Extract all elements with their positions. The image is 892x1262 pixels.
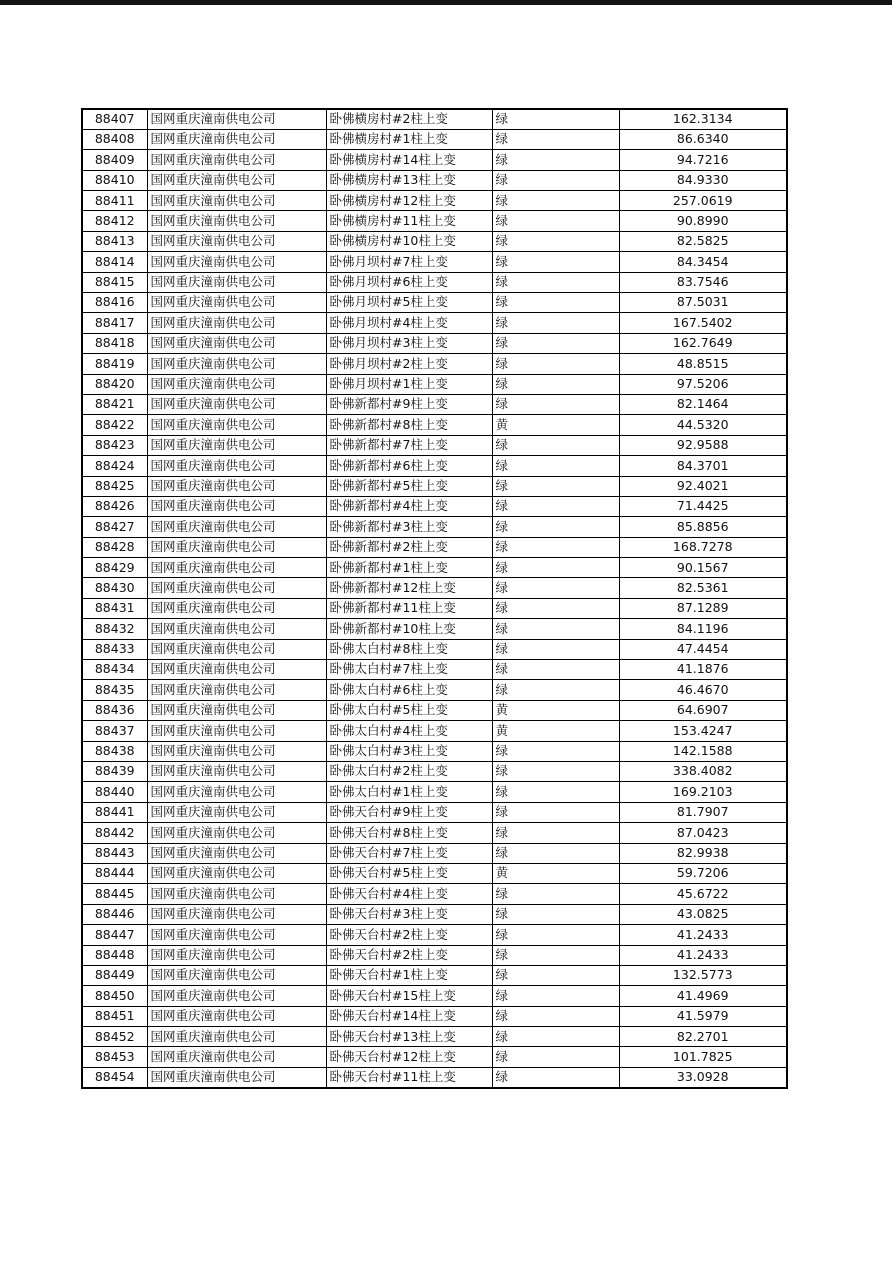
cell-transformer-name: 卧佛新都村#11柱上变 (326, 598, 492, 618)
cell-company: 国网重庆潼南供电公司 (147, 129, 326, 149)
cell-company: 国网重庆潼南供电公司 (147, 660, 326, 680)
cell-row-id: 88408 (82, 129, 147, 149)
cell-status: 绿 (492, 843, 619, 863)
cell-status: 绿 (492, 1027, 619, 1047)
cell-company: 国网重庆潼南供电公司 (147, 517, 326, 537)
cell-company: 国网重庆潼南供电公司 (147, 191, 326, 211)
cell-transformer-name: 卧佛横房村#1柱上变 (326, 129, 492, 149)
cell-value: 97.5206 (619, 374, 787, 394)
cell-transformer-name: 卧佛太白村#1柱上变 (326, 782, 492, 802)
cell-row-id: 88418 (82, 333, 147, 353)
cell-row-id: 88419 (82, 354, 147, 374)
cell-row-id: 88435 (82, 680, 147, 700)
cell-transformer-name: 卧佛太白村#2柱上变 (326, 762, 492, 782)
cell-transformer-name: 卧佛月坝村#3柱上变 (326, 333, 492, 353)
table-row (82, 598, 787, 618)
cell-status: 绿 (492, 211, 619, 231)
cell-company: 国网重庆潼南供电公司 (147, 639, 326, 659)
cell-value: 87.1289 (619, 598, 787, 618)
cell-value: 82.1464 (619, 394, 787, 414)
cell-status: 绿 (492, 558, 619, 578)
cell-row-id: 88410 (82, 170, 147, 190)
cell-row-id: 88423 (82, 435, 147, 455)
cell-status: 绿 (492, 150, 619, 170)
table-row (82, 1047, 787, 1067)
table-row (82, 517, 787, 537)
cell-transformer-name: 卧佛天台村#15柱上变 (326, 986, 492, 1006)
cell-company: 国网重庆潼南供电公司 (147, 965, 326, 985)
cell-row-id: 88445 (82, 884, 147, 904)
cell-transformer-name: 卧佛月坝村#2柱上变 (326, 354, 492, 374)
cell-company: 国网重庆潼南供电公司 (147, 945, 326, 965)
table-row (82, 884, 787, 904)
cell-status: 绿 (492, 252, 619, 272)
cell-transformer-name: 卧佛天台村#14柱上变 (326, 1006, 492, 1026)
cell-transformer-name: 卧佛天台村#7柱上变 (326, 843, 492, 863)
cell-company: 国网重庆潼南供电公司 (147, 435, 326, 455)
cell-status: 绿 (492, 578, 619, 598)
cell-value: 33.0928 (619, 1067, 787, 1087)
cell-transformer-name: 卧佛新都村#4柱上变 (326, 496, 492, 516)
cell-value: 59.7206 (619, 863, 787, 883)
cell-row-id: 88448 (82, 945, 147, 965)
cell-company: 国网重庆潼南供电公司 (147, 843, 326, 863)
cell-status: 黄 (492, 415, 619, 435)
cell-status: 绿 (492, 476, 619, 496)
cell-row-id: 88442 (82, 823, 147, 843)
cell-status: 绿 (492, 394, 619, 414)
cell-company: 国网重庆潼南供电公司 (147, 986, 326, 1006)
cell-transformer-name: 卧佛月坝村#6柱上变 (326, 272, 492, 292)
cell-value: 82.2701 (619, 1027, 787, 1047)
cell-transformer-name: 卧佛新都村#5柱上变 (326, 476, 492, 496)
cell-company: 国网重庆潼南供电公司 (147, 231, 326, 251)
cell-transformer-name: 卧佛新都村#1柱上变 (326, 558, 492, 578)
cell-company: 国网重庆潼南供电公司 (147, 1027, 326, 1047)
table-row (82, 802, 787, 822)
cell-value: 46.4670 (619, 680, 787, 700)
cell-status: 绿 (492, 965, 619, 985)
cell-company: 国网重庆潼南供电公司 (147, 904, 326, 924)
cell-status: 绿 (492, 782, 619, 802)
table-row (82, 700, 787, 720)
cell-status: 绿 (492, 109, 619, 129)
cell-value: 87.5031 (619, 293, 787, 313)
cell-row-id: 88407 (82, 109, 147, 129)
cell-company: 国网重庆潼南供电公司 (147, 537, 326, 557)
cell-status: 绿 (492, 680, 619, 700)
table-row (82, 741, 787, 761)
cell-status: 绿 (492, 313, 619, 333)
cell-company: 国网重庆潼南供电公司 (147, 782, 326, 802)
table-row (82, 660, 787, 680)
cell-company: 国网重庆潼南供电公司 (147, 823, 326, 843)
table-row (82, 1006, 787, 1026)
cell-row-id: 88451 (82, 1006, 147, 1026)
cell-row-id: 88417 (82, 313, 147, 333)
cell-value: 47.4454 (619, 639, 787, 659)
table-row (82, 333, 787, 353)
cell-status: 黄 (492, 700, 619, 720)
cell-value: 43.0825 (619, 904, 787, 924)
cell-row-id: 88426 (82, 496, 147, 516)
cell-value: 41.2433 (619, 925, 787, 945)
cell-row-id: 88431 (82, 598, 147, 618)
cell-row-id: 88432 (82, 619, 147, 639)
cell-status: 黄 (492, 721, 619, 741)
cell-company: 国网重庆潼南供电公司 (147, 762, 326, 782)
cell-status: 黄 (492, 863, 619, 883)
table-row (82, 578, 787, 598)
cell-status: 绿 (492, 823, 619, 843)
table-row (82, 231, 787, 251)
cell-status: 绿 (492, 741, 619, 761)
table-row (82, 456, 787, 476)
table-row (82, 272, 787, 292)
cell-status: 绿 (492, 537, 619, 557)
table-row (82, 109, 787, 129)
table-row (82, 558, 787, 578)
cell-row-id: 88429 (82, 558, 147, 578)
cell-company: 国网重庆潼南供电公司 (147, 211, 326, 231)
cell-company: 国网重庆潼南供电公司 (147, 619, 326, 639)
table-row (82, 394, 787, 414)
cell-company: 国网重庆潼南供电公司 (147, 150, 326, 170)
cell-value: 48.8515 (619, 354, 787, 374)
cell-row-id: 88421 (82, 394, 147, 414)
cell-value: 92.4021 (619, 476, 787, 496)
cell-value: 84.3454 (619, 252, 787, 272)
cell-status: 绿 (492, 435, 619, 455)
cell-transformer-name: 卧佛横房村#11柱上变 (326, 211, 492, 231)
cell-value: 153.4247 (619, 721, 787, 741)
cell-row-id: 88453 (82, 1047, 147, 1067)
table-row (82, 986, 787, 1006)
table-row (82, 252, 787, 272)
table-row (82, 619, 787, 639)
cell-company: 国网重庆潼南供电公司 (147, 374, 326, 394)
cell-status: 绿 (492, 496, 619, 516)
cell-row-id: 88450 (82, 986, 147, 1006)
cell-row-id: 88422 (82, 415, 147, 435)
table-row (82, 945, 787, 965)
cell-value: 41.5979 (619, 1006, 787, 1026)
cell-transformer-name: 卧佛横房村#2柱上变 (326, 109, 492, 129)
cell-transformer-name: 卧佛月坝村#1柱上变 (326, 374, 492, 394)
cell-status: 绿 (492, 639, 619, 659)
cell-status: 绿 (492, 1006, 619, 1026)
cell-company: 国网重庆潼南供电公司 (147, 1067, 326, 1087)
cell-transformer-name: 卧佛太白村#4柱上变 (326, 721, 492, 741)
table-row (82, 415, 787, 435)
cell-transformer-name: 卧佛新都村#10柱上变 (326, 619, 492, 639)
cell-status: 绿 (492, 884, 619, 904)
cell-row-id: 88444 (82, 863, 147, 883)
cell-company: 国网重庆潼南供电公司 (147, 1006, 326, 1026)
cell-value: 162.7649 (619, 333, 787, 353)
table-row (82, 496, 787, 516)
cell-value: 84.3701 (619, 456, 787, 476)
cell-status: 绿 (492, 1047, 619, 1067)
cell-company: 国网重庆潼南供电公司 (147, 354, 326, 374)
table-row (82, 721, 787, 741)
cell-row-id: 88452 (82, 1027, 147, 1047)
cell-status: 绿 (492, 1067, 619, 1087)
cell-company: 国网重庆潼南供电公司 (147, 293, 326, 313)
cell-value: 338.4082 (619, 762, 787, 782)
cell-row-id: 88436 (82, 700, 147, 720)
cell-company: 国网重庆潼南供电公司 (147, 884, 326, 904)
top-border-bar (0, 0, 892, 5)
cell-transformer-name: 卧佛天台村#13柱上变 (326, 1027, 492, 1047)
cell-transformer-name: 卧佛新都村#12柱上变 (326, 578, 492, 598)
cell-transformer-name: 卧佛太白村#7柱上变 (326, 660, 492, 680)
cell-value: 162.3134 (619, 109, 787, 129)
cell-row-id: 88439 (82, 762, 147, 782)
cell-status: 绿 (492, 986, 619, 1006)
cell-company: 国网重庆潼南供电公司 (147, 598, 326, 618)
table-row (82, 639, 787, 659)
cell-row-id: 88441 (82, 802, 147, 822)
table-row (82, 150, 787, 170)
cell-status: 绿 (492, 129, 619, 149)
table-row (82, 1067, 787, 1087)
table-row (82, 823, 787, 843)
cell-transformer-name: 卧佛太白村#3柱上变 (326, 741, 492, 761)
cell-value: 84.9330 (619, 170, 787, 190)
cell-status: 绿 (492, 660, 619, 680)
table-row (82, 191, 787, 211)
cell-transformer-name: 卧佛新都村#8柱上变 (326, 415, 492, 435)
cell-value: 167.5402 (619, 313, 787, 333)
cell-row-id: 88434 (82, 660, 147, 680)
transformer-data-table (81, 108, 788, 1089)
cell-company: 国网重庆潼南供电公司 (147, 109, 326, 129)
cell-status: 绿 (492, 354, 619, 374)
cell-value: 87.0423 (619, 823, 787, 843)
cell-value: 94.7216 (619, 150, 787, 170)
cell-row-id: 88430 (82, 578, 147, 598)
cell-value: 90.1567 (619, 558, 787, 578)
cell-company: 国网重庆潼南供电公司 (147, 863, 326, 883)
table-row (82, 965, 787, 985)
cell-transformer-name: 卧佛天台村#11柱上变 (326, 1067, 492, 1087)
cell-company: 国网重庆潼南供电公司 (147, 721, 326, 741)
cell-value: 142.1588 (619, 741, 787, 761)
cell-transformer-name: 卧佛新都村#6柱上变 (326, 456, 492, 476)
cell-company: 国网重庆潼南供电公司 (147, 1047, 326, 1067)
table-row (82, 782, 787, 802)
cell-value: 92.9588 (619, 435, 787, 455)
cell-transformer-name: 卧佛新都村#9柱上变 (326, 394, 492, 414)
table-row (82, 537, 787, 557)
cell-value: 84.1196 (619, 619, 787, 639)
cell-company: 国网重庆潼南供电公司 (147, 333, 326, 353)
table-row (82, 170, 787, 190)
cell-status: 绿 (492, 456, 619, 476)
cell-transformer-name: 卧佛横房村#10柱上变 (326, 231, 492, 251)
cell-status: 绿 (492, 293, 619, 313)
table-row (82, 843, 787, 863)
cell-row-id: 88428 (82, 537, 147, 557)
cell-value: 44.5320 (619, 415, 787, 435)
cell-value: 257.0619 (619, 191, 787, 211)
cell-status: 绿 (492, 762, 619, 782)
cell-row-id: 88454 (82, 1067, 147, 1087)
table-row (82, 293, 787, 313)
cell-status: 绿 (492, 272, 619, 292)
table-row (82, 476, 787, 496)
cell-transformer-name: 卧佛新都村#7柱上变 (326, 435, 492, 455)
cell-transformer-name: 卧佛月坝村#5柱上变 (326, 293, 492, 313)
cell-status: 绿 (492, 802, 619, 822)
cell-transformer-name: 卧佛月坝村#7柱上变 (326, 252, 492, 272)
cell-transformer-name: 卧佛太白村#8柱上变 (326, 639, 492, 659)
table-body (82, 109, 787, 1088)
table-row (82, 354, 787, 374)
cell-row-id: 88437 (82, 721, 147, 741)
cell-transformer-name: 卧佛天台村#3柱上变 (326, 904, 492, 924)
cell-company: 国网重庆潼南供电公司 (147, 741, 326, 761)
table-row (82, 313, 787, 333)
cell-transformer-name: 卧佛天台村#12柱上变 (326, 1047, 492, 1067)
cell-company: 国网重庆潼南供电公司 (147, 272, 326, 292)
cell-transformer-name: 卧佛天台村#9柱上变 (326, 802, 492, 822)
cell-status: 绿 (492, 374, 619, 394)
cell-company: 国网重庆潼南供电公司 (147, 925, 326, 945)
cell-value: 169.2103 (619, 782, 787, 802)
cell-value: 83.7546 (619, 272, 787, 292)
table-row (82, 762, 787, 782)
cell-value: 85.8856 (619, 517, 787, 537)
cell-value: 86.6340 (619, 129, 787, 149)
table-row (82, 925, 787, 945)
cell-value: 71.4425 (619, 496, 787, 516)
cell-row-id: 88420 (82, 374, 147, 394)
cell-transformer-name: 卧佛天台村#4柱上变 (326, 884, 492, 904)
cell-transformer-name: 卧佛横房村#13柱上变 (326, 170, 492, 190)
cell-transformer-name: 卧佛新都村#3柱上变 (326, 517, 492, 537)
cell-row-id: 88416 (82, 293, 147, 313)
cell-row-id: 88427 (82, 517, 147, 537)
cell-row-id: 88433 (82, 639, 147, 659)
cell-company: 国网重庆潼南供电公司 (147, 700, 326, 720)
cell-row-id: 88409 (82, 150, 147, 170)
cell-company: 国网重庆潼南供电公司 (147, 313, 326, 333)
cell-company: 国网重庆潼南供电公司 (147, 170, 326, 190)
table-row (82, 435, 787, 455)
cell-value: 90.8990 (619, 211, 787, 231)
cell-value: 82.9938 (619, 843, 787, 863)
cell-row-id: 88424 (82, 456, 147, 476)
cell-row-id: 88425 (82, 476, 147, 496)
cell-status: 绿 (492, 170, 619, 190)
cell-row-id: 88449 (82, 965, 147, 985)
table-row (82, 374, 787, 394)
cell-company: 国网重庆潼南供电公司 (147, 476, 326, 496)
cell-company: 国网重庆潼南供电公司 (147, 802, 326, 822)
table-row (82, 1027, 787, 1047)
cell-status: 绿 (492, 231, 619, 251)
cell-row-id: 88415 (82, 272, 147, 292)
cell-status: 绿 (492, 517, 619, 537)
cell-value: 41.4969 (619, 986, 787, 1006)
cell-value: 82.5825 (619, 231, 787, 251)
cell-status: 绿 (492, 904, 619, 924)
cell-value: 64.6907 (619, 700, 787, 720)
cell-transformer-name: 卧佛横房村#12柱上变 (326, 191, 492, 211)
cell-value: 168.7278 (619, 537, 787, 557)
cell-value: 45.6722 (619, 884, 787, 904)
cell-row-id: 88440 (82, 782, 147, 802)
cell-row-id: 88412 (82, 211, 147, 231)
table-row (82, 680, 787, 700)
cell-row-id: 88443 (82, 843, 147, 863)
cell-transformer-name: 卧佛天台村#5柱上变 (326, 863, 492, 883)
cell-company: 国网重庆潼南供电公司 (147, 680, 326, 700)
cell-company: 国网重庆潼南供电公司 (147, 496, 326, 516)
cell-row-id: 88446 (82, 904, 147, 924)
table-row (82, 129, 787, 149)
table-row (82, 863, 787, 883)
cell-value: 41.1876 (619, 660, 787, 680)
cell-status: 绿 (492, 191, 619, 211)
cell-status: 绿 (492, 598, 619, 618)
cell-transformer-name: 卧佛新都村#2柱上变 (326, 537, 492, 557)
cell-company: 国网重庆潼南供电公司 (147, 394, 326, 414)
cell-company: 国网重庆潼南供电公司 (147, 252, 326, 272)
cell-transformer-name: 卧佛天台村#2柱上变 (326, 945, 492, 965)
cell-company: 国网重庆潼南供电公司 (147, 415, 326, 435)
cell-status: 绿 (492, 333, 619, 353)
cell-value: 132.5773 (619, 965, 787, 985)
table-row (82, 904, 787, 924)
cell-row-id: 88447 (82, 925, 147, 945)
cell-transformer-name: 卧佛太白村#6柱上变 (326, 680, 492, 700)
cell-transformer-name: 卧佛月坝村#4柱上变 (326, 313, 492, 333)
cell-transformer-name: 卧佛天台村#2柱上变 (326, 925, 492, 945)
cell-value: 81.7907 (619, 802, 787, 822)
cell-value: 41.2433 (619, 945, 787, 965)
cell-transformer-name: 卧佛天台村#8柱上变 (326, 823, 492, 843)
cell-value: 101.7825 (619, 1047, 787, 1067)
cell-transformer-name: 卧佛太白村#5柱上变 (326, 700, 492, 720)
cell-company: 国网重庆潼南供电公司 (147, 558, 326, 578)
cell-company: 国网重庆潼南供电公司 (147, 456, 326, 476)
cell-status: 绿 (492, 945, 619, 965)
cell-transformer-name: 卧佛天台村#1柱上变 (326, 965, 492, 985)
cell-row-id: 88438 (82, 741, 147, 761)
cell-status: 绿 (492, 925, 619, 945)
cell-value: 82.5361 (619, 578, 787, 598)
table-row (82, 211, 787, 231)
cell-row-id: 88411 (82, 191, 147, 211)
cell-transformer-name: 卧佛横房村#14柱上变 (326, 150, 492, 170)
cell-row-id: 88413 (82, 231, 147, 251)
cell-company: 国网重庆潼南供电公司 (147, 578, 326, 598)
cell-status: 绿 (492, 619, 619, 639)
cell-row-id: 88414 (82, 252, 147, 272)
